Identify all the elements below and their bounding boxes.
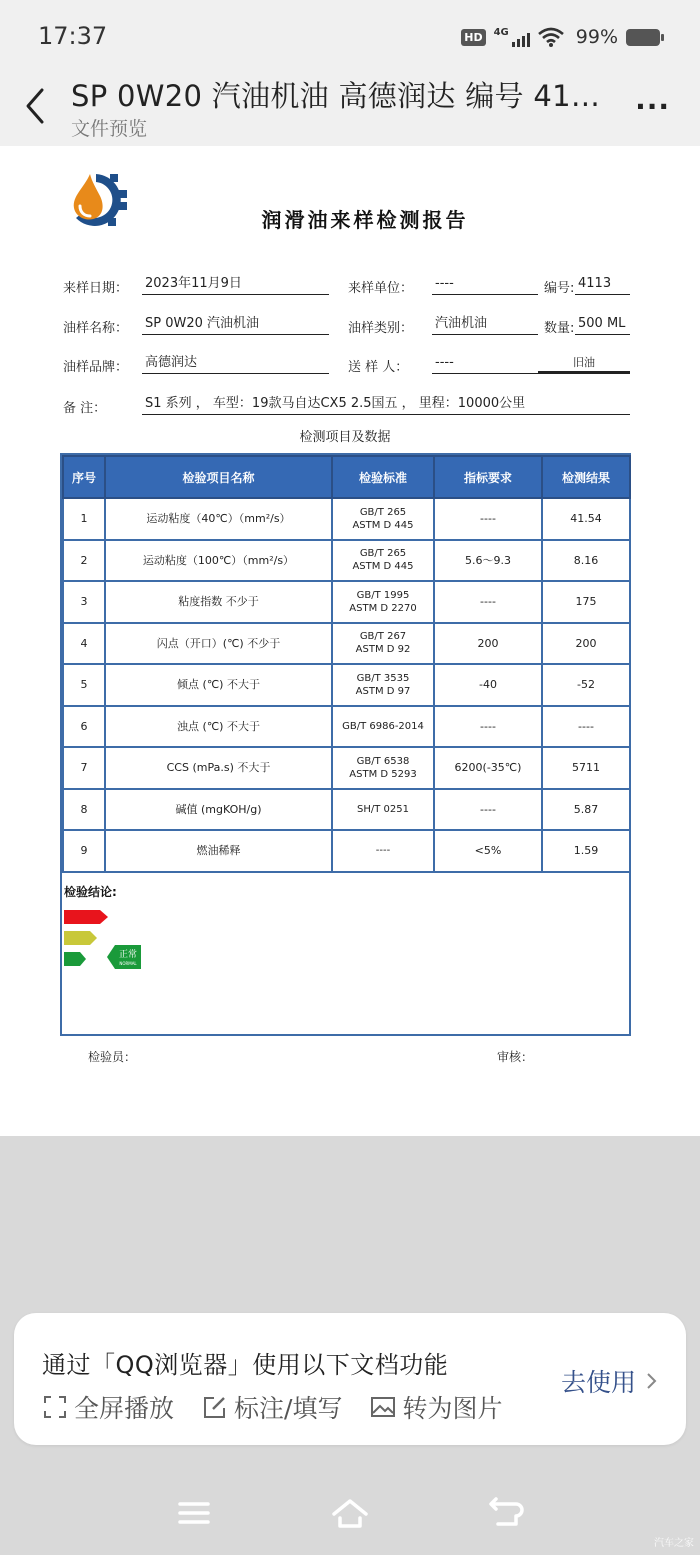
annotate-fill-label: 标注/填写 [234,1394,343,1423]
cell-requirement: ---- [434,498,542,540]
brand-label: 油样品牌： [63,360,129,375]
inspector-label: 检验员： [88,1050,137,1064]
quantity-value: 500 ML [575,315,630,335]
home-nav-button[interactable] [330,1496,370,1530]
cell-standard: ---- [332,830,434,872]
go-use-button[interactable] [561,1363,658,1399]
document-page [0,146,700,1136]
cell-index: 1 [63,498,105,540]
fullscreen-icon [42,1394,68,1420]
cell-result: 200 [542,623,630,665]
image-icon [370,1394,396,1420]
cell-standard: GB/T 3535 ASTM D 97 [332,664,434,706]
table-row [63,498,630,540]
system-nav-bar [0,1470,700,1555]
report-title: 润滑油来样检测报告 [261,208,469,232]
cell-item: 闪点（开口）(℃) 不少于 [105,623,332,665]
brand-value: 高德润达 [142,354,329,374]
header-requirement: 指标要求 [434,456,542,498]
oil-type-label: 油样类别： [348,321,414,336]
table-row [63,581,630,623]
cell-requirement: ---- [434,789,542,831]
results-table-frame [60,453,631,1036]
menu-icon [174,1496,214,1530]
sample-date-label: 来样日期： [63,281,129,296]
cell-index: 8 [63,789,105,831]
cell-index: 2 [63,540,105,582]
table-row [63,664,630,706]
number-value: 4113 [575,275,630,295]
cell-result: 41.54 [542,498,630,540]
cell-item: 浊点 (℃) 不大于 [105,706,332,748]
table-row [63,747,630,789]
sample-date-value: 2023年11月9日 [142,275,329,295]
qq-browser-promo-card [14,1313,686,1445]
cell-item: 碱值 (mgKOH/g) [105,789,332,831]
cell-result: 8.16 [542,540,630,582]
chevron-left-icon [20,86,52,126]
normal-status-tag [107,945,141,969]
chevron-right-icon [646,1371,658,1391]
cell-item: 燃油稀释 [105,830,332,872]
home-icon [330,1496,370,1530]
menu-nav-button[interactable] [174,1496,214,1530]
back-button[interactable] [20,86,52,126]
sample-unit-value: ---- [432,275,538,295]
status-bar [0,0,700,76]
table-row [63,830,630,872]
cell-result: -52 [542,664,630,706]
conclusion-label: 检验结论: [64,885,117,899]
nav-bar [0,70,700,146]
header-index: 序号 [63,456,105,498]
header-standard: 检验标准 [332,456,434,498]
network-type: 4G [493,27,509,38]
reviewer-label: 审核： [497,1050,534,1064]
number-label: 编号: [544,281,575,296]
cell-standard: GB/T 1995 ASTM D 2270 [332,581,434,623]
red-flag-icon [64,910,108,924]
oil-type-value: 汽油机油 [432,315,538,335]
sender-label: 送 样 人： [348,360,409,375]
cell-index: 5 [63,664,105,706]
sample-unit-label: 来样单位： [348,281,414,296]
edit-icon [202,1394,228,1420]
table-row [63,706,630,748]
header-item: 检验项目名称 [105,456,332,498]
status-time: 17:37 [38,22,108,50]
cell-item: CCS (mPa.s) 不大于 [105,747,332,789]
cell-item: 粘度指数 不少于 [105,581,332,623]
back-nav-button[interactable] [486,1496,526,1530]
battery-percent: 99% [575,26,618,48]
table-row [63,623,630,665]
top-chrome [0,0,700,146]
cell-result: 5711 [542,747,630,789]
header-result: 检测结果 [542,456,630,498]
cell-requirement: 6200(-35℃) [434,747,542,789]
return-icon [486,1496,526,1530]
green-flag-icon [64,952,86,966]
cell-requirement: 200 [434,623,542,665]
cell-index: 6 [63,706,105,748]
cell-standard: GB/T 6538 ASTM D 5293 [332,747,434,789]
cell-result: 5.87 [542,789,630,831]
fullscreen-play-button[interactable] [42,1389,174,1425]
table-header-row [63,456,630,498]
battery-icon [626,29,660,46]
cell-standard: GB/T 267 ASTM D 92 [332,623,434,665]
quantity-label: 数量: [544,321,575,336]
cell-result: 175 [542,581,630,623]
cell-requirement: -40 [434,664,542,706]
cell-standard: GB/T 265 ASTM D 445 [332,498,434,540]
cell-requirement: ---- [434,581,542,623]
fullscreen-play-label: 全屏播放 [74,1394,175,1423]
oil-name-label: 油样名称： [63,321,129,336]
convert-image-label: 转为图片 [402,1394,503,1423]
normal-tag-label-en: NORMAL [119,961,137,966]
yellow-flag-icon [64,931,97,945]
cell-index: 9 [63,830,105,872]
document-title: SP 0W20 汽油机油 高德润达 编号 41… [71,79,601,113]
cell-item: 倾点 (℃) 不大于 [105,664,332,706]
cell-index: 4 [63,623,105,665]
table-row [63,789,630,831]
oil-name-value: SP 0W20 汽油机油 [142,315,329,335]
wifi-icon [538,27,564,47]
cell-standard: GB/T 265 ASTM D 445 [332,540,434,582]
normal-tag-label: 正常 [118,950,138,960]
promo-features [42,1389,502,1425]
annotate-fill-button[interactable] [202,1389,342,1425]
cell-standard: GB/T 6986-2014 [332,706,434,748]
go-use-label: 去使用 [560,1368,636,1397]
cell-standard: SH/T 0251 [332,789,434,831]
hd-icon: HD [461,29,485,46]
watermark: 汽车之家 [654,1538,694,1549]
cell-result: 1.59 [542,830,630,872]
cell-requirement: 5.6～9.3 [434,540,542,582]
oil-state-value: 旧油 [538,354,630,374]
signal-icon [494,27,530,47]
sender-value: ---- [432,354,538,374]
status-icons [461,26,660,48]
cell-result: ---- [542,706,630,748]
remark-value: S1 系列 ， 车型：19款马自达CX5 2.5国五 ， 里程：10000公里 [142,395,630,415]
cell-item: 运动粘度（40℃）（mm²/s） [105,498,332,540]
cell-requirement: ---- [434,706,542,748]
cell-item: 运动粘度（100℃）（mm²/s） [105,540,332,582]
table-row [63,540,630,582]
more-options-button[interactable]: ··· [635,90,670,123]
cell-index: 3 [63,581,105,623]
convert-image-button[interactable] [370,1389,502,1425]
cell-requirement: <5% [434,830,542,872]
table-body [63,498,630,872]
results-table [62,455,631,873]
remark-label: 备 注： [63,401,107,416]
document-subtitle: 文件预览 [71,118,148,140]
cell-index: 7 [63,747,105,789]
promo-headline: 通过「QQ浏览器」使用以下文档功能 [42,1351,449,1379]
section-caption: 检测项目及数据 [299,430,391,445]
